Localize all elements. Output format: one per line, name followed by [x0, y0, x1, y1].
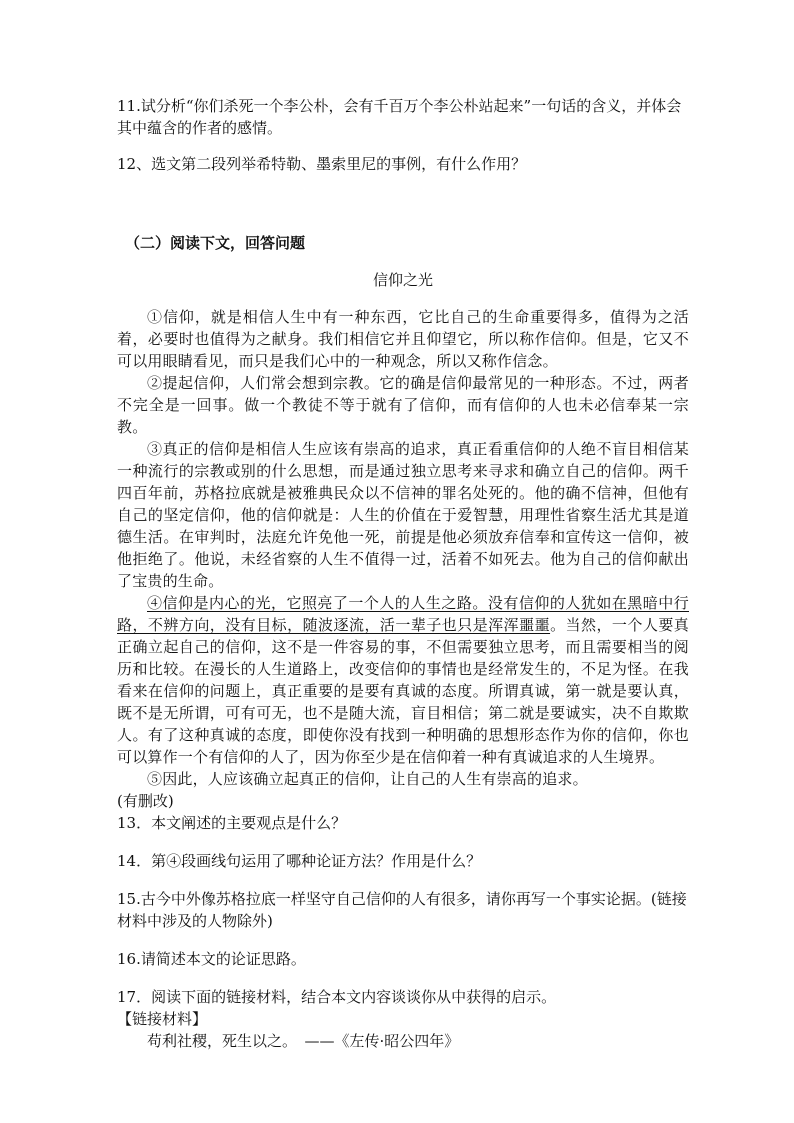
spacer: [117, 970, 689, 986]
link-material-quote: 苟利社稷，死生以之。 ——《左传·昭公四年》: [147, 1032, 460, 1050]
question-11: 11.试分析“你们杀死一个李公朴，会有千百万个李公朴站起来”一句话的含义，并体会其中蕴含的作者的感情。: [117, 97, 682, 137]
paragraph-4-rest: 。当然，一个人要真正确立起自己的信仰，这不是一件容易的事，不但需要独立思考，而且需要相当的阅历和比较。在漫长的人生道路上，改变信仰的事情也是经常发生的，不足为怪。在我看来在信仰的问题上，真正重要的是要有真诚的态度。所谓真诚，第一就是要认真，既不是无所谓，可有可无，也不是随大流，盲目相信；第二就是要诚实，决不自欺欺人。有了这种真诚的态度，即使你没有找到一种明确的思想形态作为你的信仰，你也可以算作一个有信仰的人了，因为你至少是在信仰着一种有真诚追求的人生境界。: [117, 616, 689, 766]
question-16: 16.请简述本文的论证思路。: [117, 950, 306, 968]
edit-note: (有删改): [117, 792, 174, 810]
paragraph-4: [117, 592, 689, 768]
spacer: [117, 175, 689, 217]
question-14: 14．第④段画线句运用了哪种论证方法？作用是什么？: [117, 852, 482, 870]
paragraph-1: ①信仰，就是相信人生中有一种东西，它比自己的生命重要得多，值得为之活着，必要时也值得为之献身。我们相信它并且仰望它，所以称作信仰。但是，它又不可以用眼睛看见，而只是我们心中的一种观念，所以又称作信念。: [117, 308, 689, 370]
spacer: [117, 834, 689, 850]
article-title: 信仰之光: [372, 271, 433, 289]
spacer: [117, 872, 689, 888]
question-15: 15.古今中外像苏格拉底一样坚守自己信仰的人有很多，请你再写一个事实论据。(链接材料中涉及的人物除外): [117, 890, 687, 930]
question-17: 17．阅读下面的链接材料，结合本文内容谈谈你从中获得的启示。: [117, 988, 557, 1006]
question-13: 13．本文阐述的主要观点是什么？: [117, 814, 347, 832]
document-page: [117, 95, 689, 1052]
paragraph-3: ③真正的信仰是相信人生应该有崇高的追求，真正看重信仰的人绝不盲目相信某一种流行的宗教或别的什么思想，而是通过独立思考来寻求和确立自己的信仰。两千四百年前，苏格拉底就是被雅典民众以不信神的罪名处死的。他的确不信神，但他有自己的坚定信仰，他的信仰就是：人生的价值在于爱智慧，用理性省察生活尤其是道德生活。在审判时，法庭允许免他一死，前提是他必须放弃信奉和宣传这一信仰，被他拒绝了。他说，未经省察的人生不值得一过，活着不如死去。他为自己的信仰献出了宝贵的生命。: [117, 440, 689, 590]
paragraph-2: ②提起信仰，人们常会想到宗教。它的确是信仰最常见的一种形态。不过，两者不完全是一回事。做一个教徒不等于就有了信仰，而有信仰的人也未必信奉某一宗教。: [117, 374, 689, 436]
question-12: 12、选文第二段列举希特勒、墨索里尼的事例，有什么作用？: [117, 155, 527, 173]
underlined-sentence: ④信仰是内心的光，它照亮了一个人的人生之路。没有信仰的人犹如在黑暗中行路，不辨方向，没有目标，随波逐流，活一辈子也只是浑浑噩噩: [117, 594, 689, 634]
section-title: （二）阅读下文，回答问题: [125, 234, 306, 252]
link-material-label: 【链接材料】: [117, 1010, 208, 1028]
spacer: [117, 139, 689, 153]
paragraph-5: ⑤因此，人应该确立起真正的信仰，让自己的人生有崇高的追求。: [147, 770, 588, 788]
spacer: [117, 932, 689, 948]
